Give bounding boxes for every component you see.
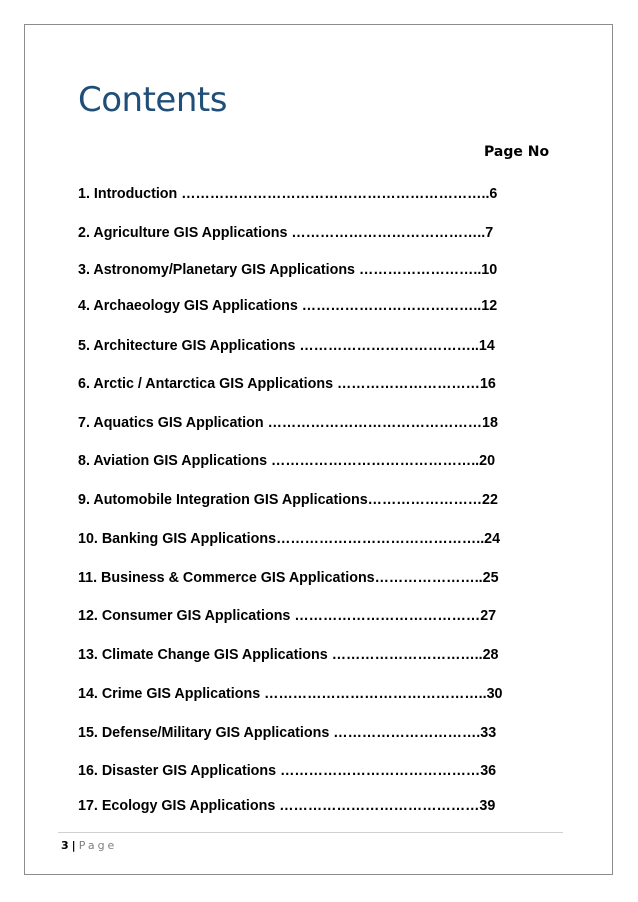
toc-entry-defense-military[interactable]: 15. Defense/Military GIS Applications ………………………….33 bbox=[78, 725, 497, 741]
toc-entry-climate-change[interactable]: 13. Climate Change GIS Applications …………………………..28 bbox=[78, 647, 499, 663]
toc-entry-agriculture[interactable]: 2. Agriculture GIS Applications …………………………………..7 bbox=[78, 225, 494, 241]
footer-divider bbox=[58, 832, 563, 833]
footer-separator: | bbox=[71, 839, 76, 852]
toc-entry-archaeology[interactable]: 4. Archaeology GIS Applications ………………………………..12 bbox=[78, 298, 498, 314]
toc-entry-aviation[interactable]: 8. Aviation GIS Applications ……………………………………..20 bbox=[78, 453, 496, 469]
toc-entry-astronomy[interactable]: 3. Astronomy/Planetary GIS Applications ……………………..10 bbox=[78, 262, 498, 278]
footer-page-word: Page bbox=[78, 839, 118, 852]
toc-entry-introduction[interactable]: 1. Introduction ………………………………………………………..6 bbox=[78, 186, 498, 202]
toc-entry-arctic-antarctica[interactable]: 6. Arctic / Antarctica GIS Applications …………………………16 bbox=[78, 376, 496, 392]
contents-heading: Contents bbox=[78, 80, 227, 120]
toc-entry-disaster[interactable]: 16. Disaster GIS Applications ……………………………………36 bbox=[78, 763, 497, 779]
toc-entry-automobile[interactable]: 9. Automobile Integration GIS Applications……………………22 bbox=[78, 492, 498, 508]
footer-page-number: 3 bbox=[61, 839, 69, 852]
page-no-label: Page No bbox=[484, 144, 550, 160]
toc-entry-banking[interactable]: 10. Banking GIS Applications……………………………………..24 bbox=[78, 531, 501, 547]
page-footer bbox=[61, 839, 117, 852]
toc-entry-ecology[interactable]: 17. Ecology GIS Applications ……………………………………39 bbox=[78, 798, 496, 814]
toc-entry-architecture[interactable]: 5. Architecture GIS Applications ………………………………..14 bbox=[78, 338, 495, 354]
toc-entry-business-commerce[interactable]: 11. Business & Commerce GIS Applications…………………..25 bbox=[78, 570, 499, 586]
toc-entry-consumer[interactable]: 12. Consumer GIS Applications …………………………………27 bbox=[78, 608, 497, 624]
toc-entry-crime[interactable]: 14. Crime GIS Applications ………………………………………..30 bbox=[78, 686, 503, 702]
toc-entry-aquatics[interactable]: 7. Aquatics GIS Application ………………………………………18 bbox=[78, 415, 498, 431]
